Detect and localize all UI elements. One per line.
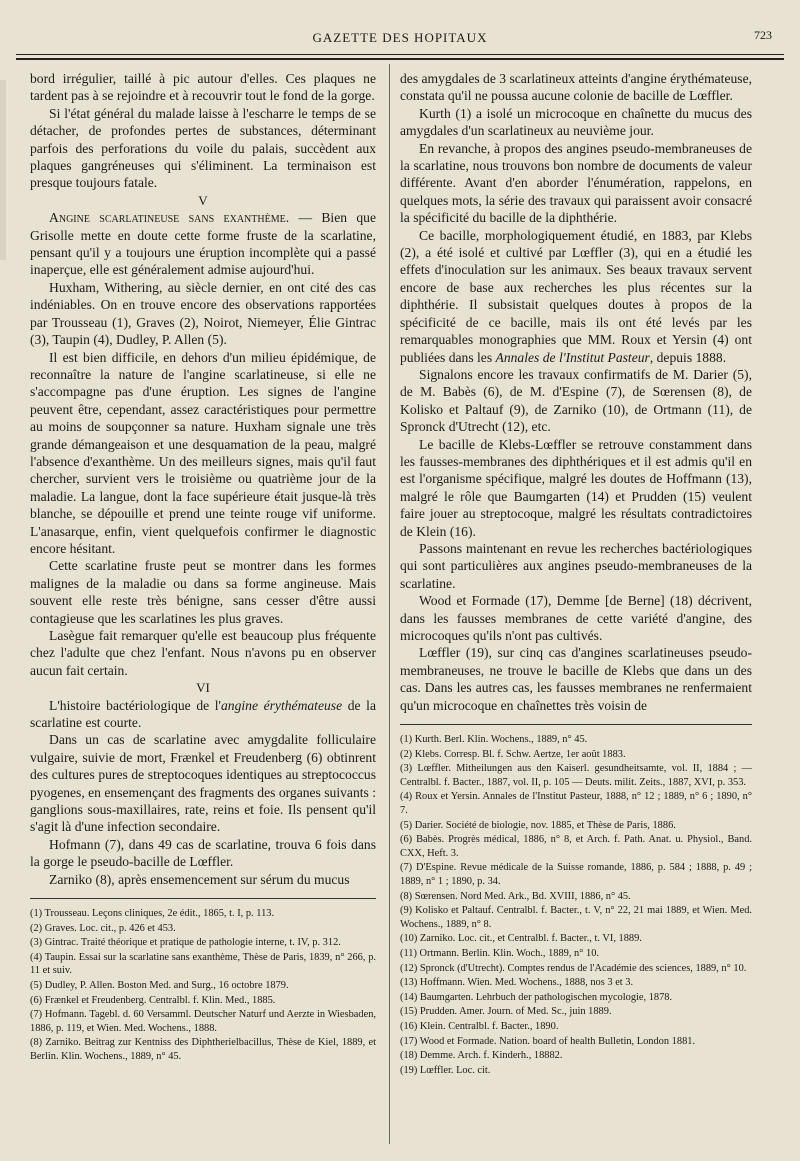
paragraph: Lasègue fait remarquer qu'elle est beaucoup plus fréquente chez l'adulte que chez l'enfant. Nous n'avons pu en observer aucun fait certain. bbox=[30, 628, 376, 678]
footnote: (7) D'Espine. Revue médicale de la Suisse romande, 1886, p. 584 ; 1888, p. 49 ; 1889, n° 1 ; 1890, p. 34. bbox=[400, 862, 752, 887]
paragraph: Kurth (1) a isolé un microcoque en chaînette du mucus des amygdales d'un scarlatineux au neuvième jour. bbox=[400, 105, 752, 139]
header-rule-double bbox=[16, 58, 784, 60]
footnote: (10) Zarniko. Loc. cit., et Centralbl. f. Bacter., t. VI, 1889. bbox=[400, 933, 642, 945]
paragraph: Zarniko (8), après ensemencement sur sérum du mucus bbox=[49, 871, 350, 887]
footnotes bbox=[30, 907, 376, 1064]
paragraph: bord irrégulier, taillé à pic autour d'elles. Ces plaques ne tardent pas à se rejoindre et à recouvrir tout le fond de la gorge. bbox=[30, 71, 376, 104]
paragraph: Le bacille de Klebs-Lœffler se retrouve constamment dans les fausses-membranes des diphthériques et il est admis qu'il en est l'organisme spécifique, malgré les doutes de Hoffmann (13), malgré le rôle que Baumgarten (14) et Prudden (15) veulent faire jouer au streptocoque, malgré les résultats contradictoires de Klein (16). bbox=[400, 436, 752, 539]
footnote: (8) Zarniko. Beitrag zur Kentniss des Diphtherielbacillus, Thèse de Kiel, 1889, et Berlin. Klin. Wochens., 1889, n° 45. bbox=[30, 1037, 376, 1063]
footnote: (5) Dudley, P. Allen. Boston Med. and Surg., 16 octobre 1879. bbox=[30, 980, 289, 992]
footnote: (4) Roux et Yersin. Annales de l'Institut Pasteur, 1888, n° 12 ; 1889, n° 6 ; 1890, n° 7. bbox=[400, 791, 752, 816]
footnote: (1) Trousseau. Leçons cliniques, 2e édit., 1865, t. I, p. 113. bbox=[30, 908, 275, 920]
header-rule bbox=[16, 54, 784, 55]
paragraph: Il est bien difficile, en dehors d'un milieu épidémique, de reconnaître la nature de l'angine scarlatineuse, si elle ne s'accompagne pas d'une éruption. Les signes de l'angine peuvent être, cependant, assez caractéristiques pour permettre au moins de soupçonner sa nature. Huxham signale une très grande démangeaison et une desquamation de la peau, malgré l'absence d'exanthème. Un des meilleurs signes, mais qu'il faut chercher, survient vers le troisième ou quatrième jour de la maladie. La langue, dont la face supérieure était jusque-là très blanche, se dépouille et prend une teinte rouge vif uniforme. L'anasarque, enfin, vient quelquefois confirmer le diagnostic encore hésitant. bbox=[30, 349, 376, 556]
footnotes bbox=[400, 733, 752, 1077]
page-number: 723 bbox=[754, 28, 772, 42]
paragraph: Cette scarlatine fruste peut se montrer dans les formes malignes de la maladie ou dans sa forme angineuse. Mais souvent elle reste très bénigne, sans cesser d'être aussi contagieuse que les scarlatines les plus graves. bbox=[30, 558, 376, 626]
footnote: (3) Gintrac. Traité théorique et pratique de pathologie interne, t. IV, p. 312. bbox=[30, 937, 341, 949]
footnote: (4) Taupin. Essai sur la scarlatine sans exanthème, Thèse de Paris, 1839, n° 266, p. 11 et suiv. bbox=[30, 951, 376, 977]
footnote: (9) Kolisko et Paltauf. Centralbl. f. Bacter., t. V, n° 22, 21 mai 1889, et Wien. Med. Wochens., 1889, n° 8. bbox=[400, 905, 752, 930]
paragraph: Signalons encore les travaux confirmatifs de M. Darier (5), de M. Babès (6), de M. d'Espine (7), de Sœrensen (8), de Kolisko et Paltauf (9), de Zarniko (10), de Ortmann (11), de Spronck d'Utrecht (12), etc. bbox=[400, 366, 752, 435]
section-heading: VI bbox=[196, 680, 210, 696]
footnote: (18) Demme. Arch. f. Kinderh., 18882. bbox=[400, 1050, 563, 1062]
column-divider bbox=[389, 64, 390, 1144]
footnote: (17) Wood et Formade. Nation. board of health Bulletin, London 1881. bbox=[400, 1035, 696, 1047]
footnote: (6) Babès. Progrès médical, 1886, n° 8, et Arch. f. Path. Anat. u. Physiol., Band. CXX, Heft. 3. bbox=[400, 834, 752, 859]
footnote: (8) Sœrensen. Nord Med. Ark., Bd. XVIII, 1886, n° 45. bbox=[400, 890, 631, 902]
paragraph: des amygdales de 3 scarlatineux atteints d'angine érythémateuse, constata qu'il ne poussa aucune colonie de bacille de Lœffler. bbox=[400, 71, 752, 104]
footnote: (2) Graves. Loc. cit., p. 426 et 453. bbox=[30, 922, 176, 934]
paragraph: En revanche, à propos des angines pseudo-membraneuses de la scarlatine, nous trouvons bon nombre de documents de valeur différente. Avant d'en aborder l'énumération, rappelons, en quelques mots, la série des travaux qui paraissent avoir consacré la spécificité du bacille de la diphthérie. bbox=[400, 140, 752, 226]
footnote: (15) Prudden. Amer. Journ. of Med. Sc., juin 1889. bbox=[400, 1006, 612, 1018]
footnote: (6) Frænkel et Freudenberg. Centralbl. f. Klin. Med., 1885. bbox=[30, 994, 276, 1006]
left-column bbox=[30, 70, 376, 1065]
paragraph: Lœffler (19), sur cinq cas d'angines scarlatineuses pseudo-membraneuses, ne trouve le bacille de Klebs que dans un des cas. Dans les autres cas, les fausses membranes ne renfermaient qu'un microcoque en chaînettes très voisin de bbox=[400, 645, 752, 713]
journal-title: GAZETTE DES HOPITAUX bbox=[312, 30, 488, 45]
footnote: (2) Klebs. Corresp. Bl. f. Schw. Aertze, 1er août 1883. bbox=[400, 748, 626, 760]
paragraph: Si l'état général du malade laisse à l'escharre le temps de se détacher, de profondes pertes de substances, déterminant parfois des perforations du voile du palais, succèdent aux plaques gangréneuses qui s'éliminent. La terminaison est presque toujours fatale. bbox=[30, 105, 376, 191]
footnote: (3) Lœffler. Mitheilungen aus den Kaiserl. gesundheitsamte, vol. II, 1884 ; — Centralbl. f. Bacter., 1887, vol. II, p. 105 — Deuts. milit. Zeits., 1887, XVI, p. 353. bbox=[400, 763, 752, 788]
footnote-separator bbox=[400, 724, 752, 725]
footnote: (7) Hofmann. Tagebl. d. 60 Versamml. Deutscher Naturf und Aerzte in Wiesbaden, 1886, p. 119, et Wien. Med. Wochens., 1888. bbox=[30, 1009, 376, 1034]
paragraph: Huxham, Withering, au siècle dernier, en ont cité des cas indéniables. On en trouve encore des observations rapportées par Trousseau (1), Graves (2), Noirot, Niemeyer, Élie Gintrac (3), Taupin (4), Dudley, P. Allen (5). bbox=[30, 279, 376, 348]
paragraph: L'histoire bactériologique de l'angine érythémateuse de la scarlatine est courte. bbox=[30, 697, 376, 731]
footnote: (1) Kurth. Berl. Klin. Wochens., 1889, n° 45. bbox=[400, 734, 588, 746]
section-heading: V bbox=[198, 192, 208, 208]
run-in-heading: Angine scarlatineuse sans exanthème. bbox=[49, 210, 290, 226]
running-header bbox=[0, 28, 800, 50]
footnote: (12) Spronck (d'Utrecht). Comptes rendus de l'Académie des sciences, 1889, n° 10. bbox=[400, 962, 747, 974]
footnote: (19) Lœffler. Loc. cit. bbox=[400, 1064, 491, 1076]
footnote: (14) Baumgarten. Lehrbuch der pathologischen mycologie, 1878. bbox=[400, 991, 673, 1003]
paragraph: Ce bacille, morphologiquement étudié, en 1883, par Klebs (2), a été isolé et cultivé par Lœffler (3), qui en a étudié les effets d'inoculation sur les animaux. Ses beaux travaux servent encore de base aux recherches les plus récentes sur la diphthérie. Il subsistait quelques doutes à propos de la spécificité de ce bacille, mais ils ont été levés par les remarquables monographies que MM. Roux et Yersin (4) ont publiées dans les Annales de l'Institut Pasteur, depuis 1888. bbox=[400, 227, 752, 365]
footnote-separator bbox=[30, 898, 376, 899]
right-column bbox=[400, 70, 752, 1078]
footnote: (13) Hoffmann. Wien. Med. Wochens., 1888, nos 3 et 3. bbox=[400, 977, 634, 989]
binding-shadow bbox=[0, 80, 6, 260]
paragraph: Wood et Formade (17), Demme [de Berne] (18) décrivent, dans les fausses membranes de cette variété d'angine, des microcoques qu'ils n'ont pas cultivés. bbox=[400, 593, 752, 643]
footnote: (11) Ortmann. Berlin. Klin. Woch., 1889, n° 10. bbox=[400, 947, 599, 959]
footnote: (16) Klein. Centralbl. f. Bacter., 1890. bbox=[400, 1020, 559, 1032]
paragraph: Dans un cas de scarlatine avec amygdalite folliculaire vulgaire, suivie de mort, Frænkel et Freudenberg (6) obtinrent des cultures pures de streptocoques identiques au streptococcus pyogenes, en ensemençant des fragments des organes suivants : ganglions sous-maxillaires, rate, reins et foie. Ils pensent qu'il s'agit là d'une infection secondaire. bbox=[30, 732, 376, 835]
paragraph: Angine scarlatineuse sans exanthème. — Bien que Grisolle mette en doute cette forme fruste de la scarlatine, pensant qu'il y a toujours une éruption incomplète qui a passé inaperçue, elle est généralement admise aujourd'hui. bbox=[30, 210, 376, 278]
paragraph: Hofmann (7), dans 49 cas de scarlatine, trouva 6 fois dans la gorge le pseudo-bacille de Lœffler. bbox=[30, 836, 376, 870]
paragraph: Passons maintenant en revue les recherches bactériologiques qui sont particulières aux angines pseudo-membraneuses de la scarlatine. bbox=[400, 540, 752, 591]
footnote: (5) Darier. Société de biologie, nov. 1885, et Thèse de Paris, 1886. bbox=[400, 819, 676, 831]
